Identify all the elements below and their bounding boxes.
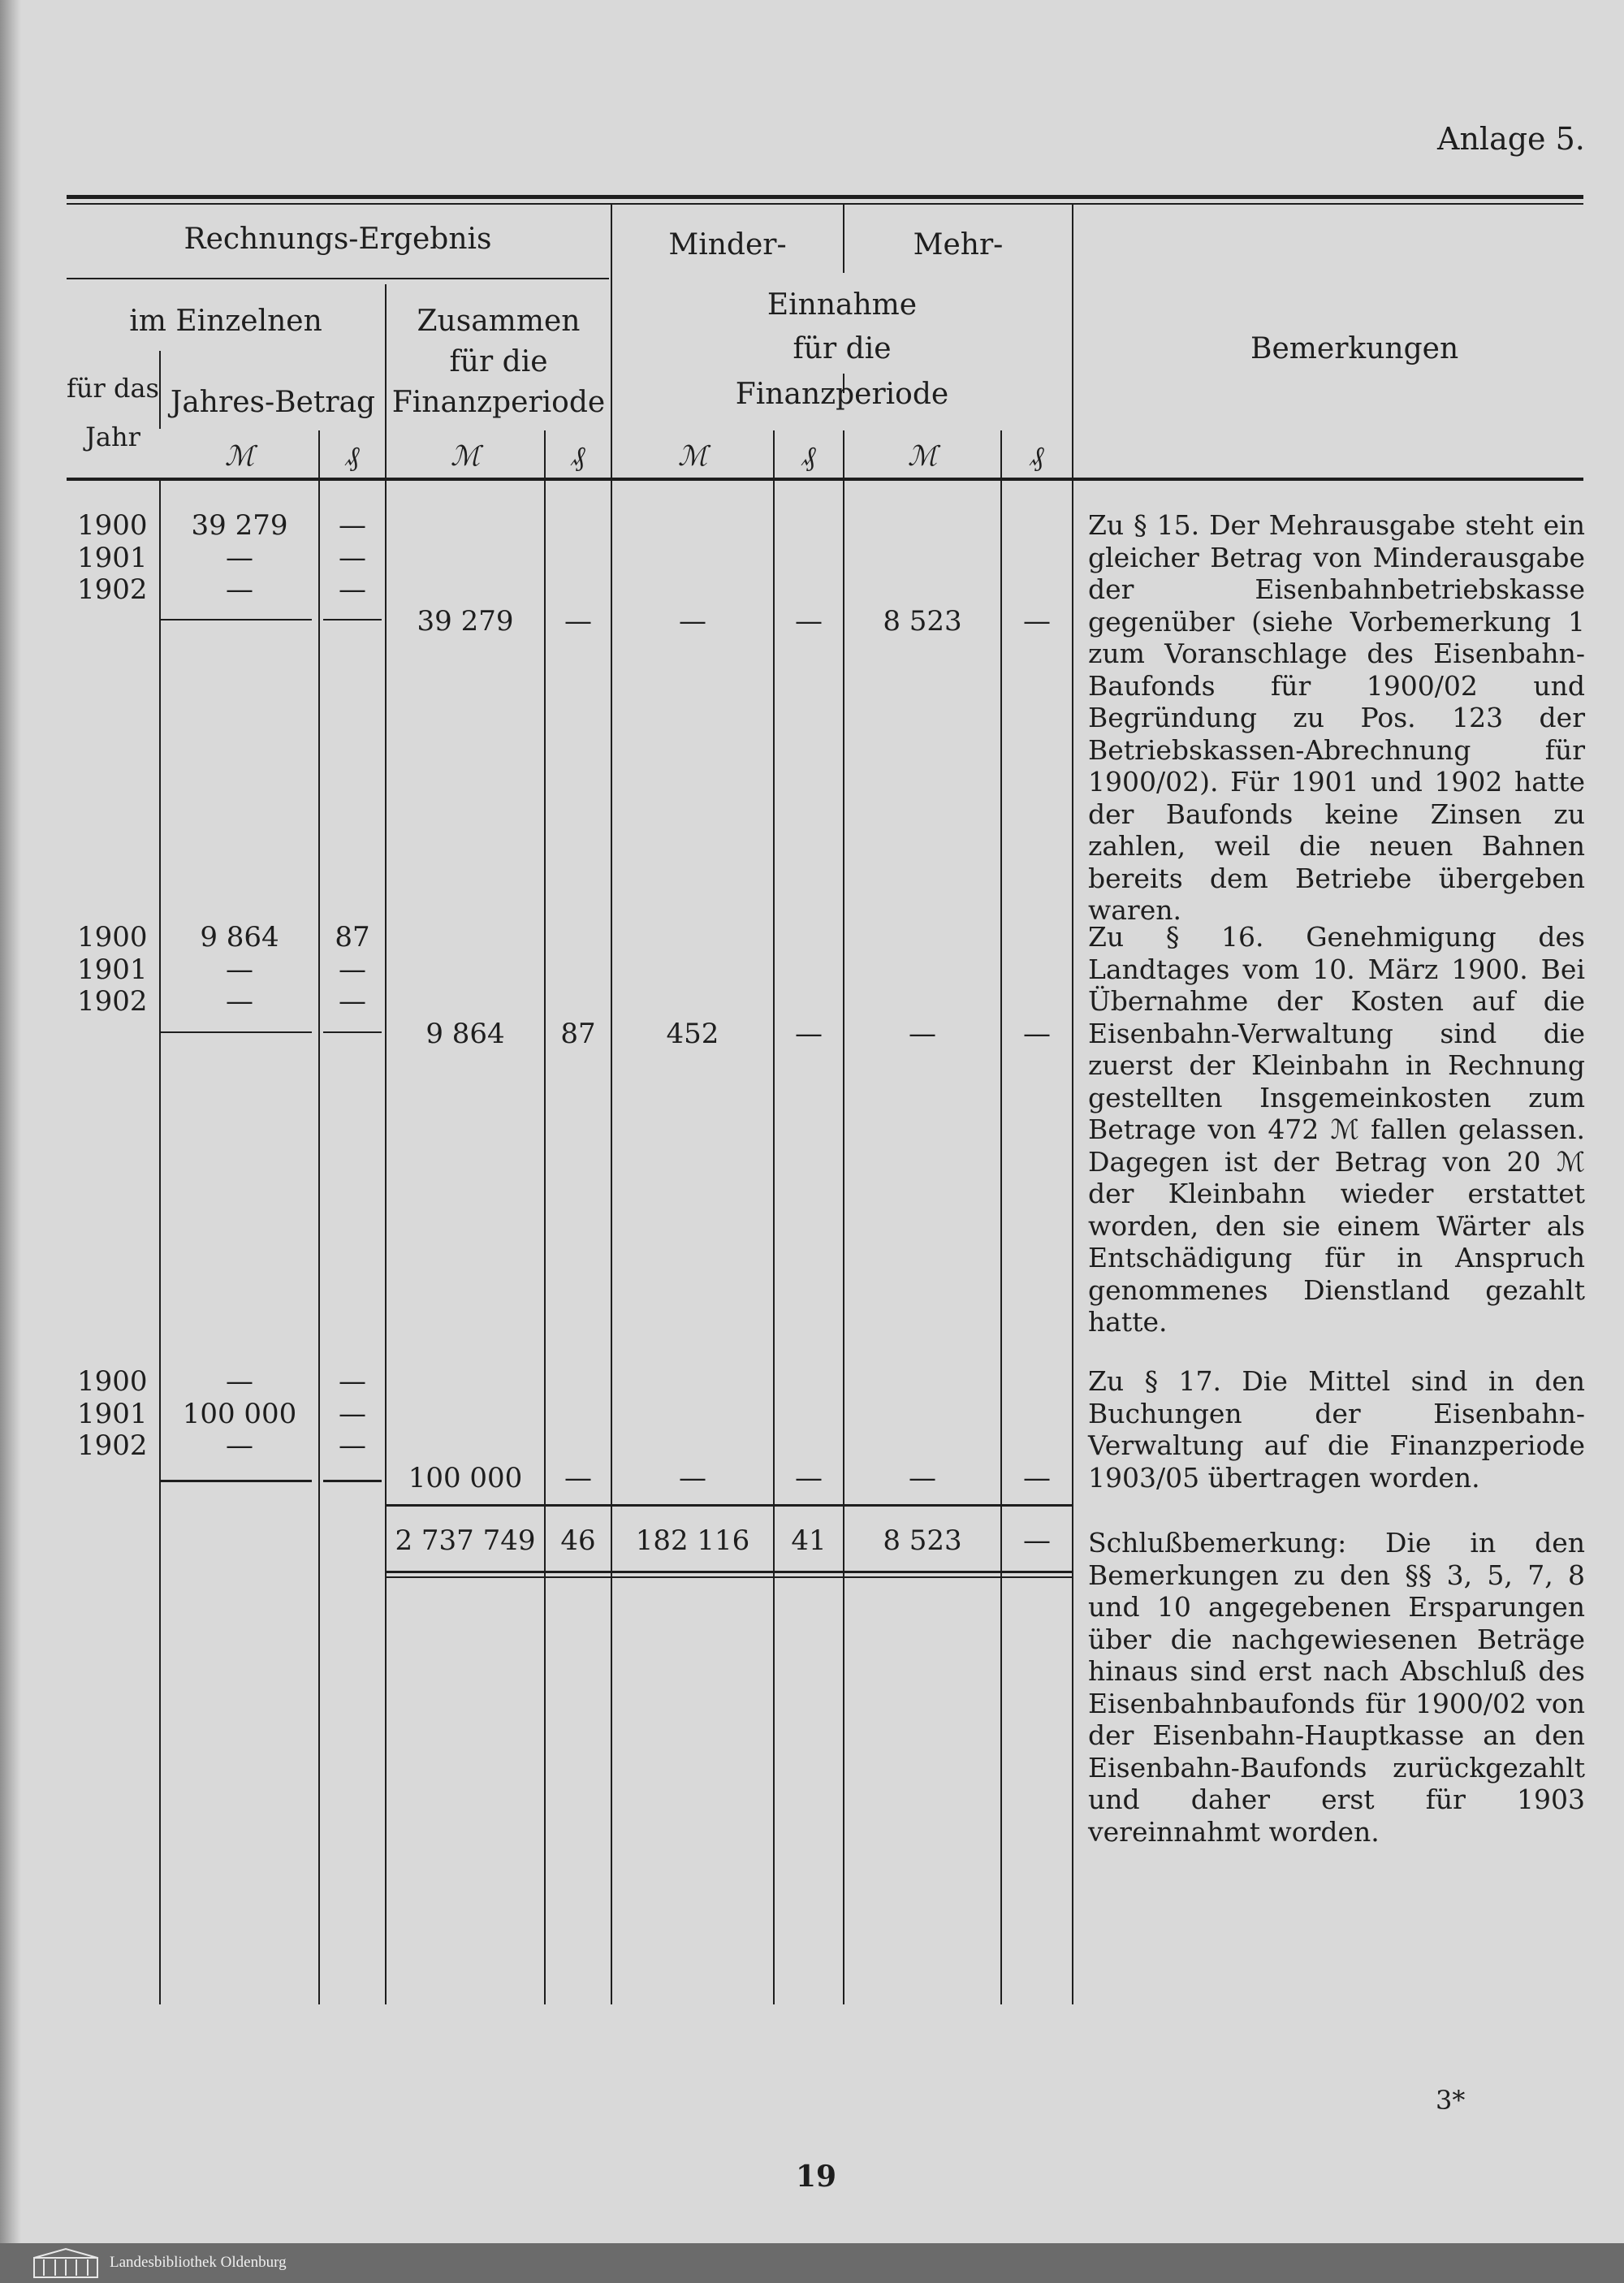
total-minder-mark: 182 116 xyxy=(635,1524,750,1557)
sum-mark-cell: 100 000 xyxy=(408,1462,523,1494)
col-rule-zusammen-pf xyxy=(544,478,546,2004)
closing-remark: Schlußbemerkung: Die in den Bemerkungen zu den §§ 3, 5, 7, 8 und 10 angegebenen Ersparungen über die nachgewiesenen Beträge hinaus sind erst nach Abschluß des Eisenbahnbaufonds für 1900/02 von der Eisenbahn-Hauptkasse an den Eisenbahn-Baufonds zurückgezahlt und daher erst für 1903 vereinnahmt worden. xyxy=(1088,1527,1585,1848)
book-spine-shadow xyxy=(0,0,21,2283)
library-name: Landesbibliothek Oldenburg xyxy=(110,2254,287,2271)
remark-paragraph: Zu § 17. Die Mittel sind in den Buchungen der Eisenbahn-Verwaltung auf die Finanzperiode 1903/05 übertragen worden. xyxy=(1088,1365,1585,1494)
mehr-pf-cell: — xyxy=(1023,1018,1051,1050)
header-fuer-die: für die xyxy=(793,332,892,365)
minder-mark-cell: 452 xyxy=(666,1018,719,1050)
year-pf-cell: — xyxy=(339,1365,366,1398)
unit-mark-mehr: ℳ xyxy=(907,440,938,473)
unit-mark-jahres: ℳ xyxy=(224,440,255,473)
col-rule-zusammen xyxy=(385,284,387,2004)
year-amount-cell: 9 864 xyxy=(200,921,279,953)
mehr-mark-cell: 8 523 xyxy=(883,605,962,638)
header-einnahme: Einnahme xyxy=(767,288,918,322)
header-jahr: Jahr xyxy=(85,422,140,452)
remark-paragraph: Zu § 16. Genehmigung des Landtages vom 10. März 1900. Bei Übernahme der Kosten auf die Eisenbahn-Verwaltung sind die zuerst der Kleinbahn in Rechnung gestellten Insgemeinkosten zum Betrage von 472 ℳ fallen gelassen. Dagegen ist der Betrag von 20 ℳ der Kleinbahn wieder erstattet worden, den sie einem Wärter als Entschädigung für in Anspruch genommenes Dienstland gezahlt hatte. xyxy=(1088,921,1585,1338)
sum-mark-cell: 39 279 xyxy=(417,605,514,638)
header-bottom-rule xyxy=(67,478,1583,481)
year-cell: 1901 xyxy=(77,953,148,986)
total-rule-top xyxy=(387,1504,1072,1507)
unit-pfennig-zusammen: ₰ xyxy=(571,440,585,473)
year-cell: 1900 xyxy=(77,921,148,953)
minder-mark-cell: — xyxy=(679,605,706,638)
page-number: 19 xyxy=(796,2160,837,2194)
year-amount-cell: 39 279 xyxy=(191,509,288,542)
col-rule-minder-pf xyxy=(773,478,775,2004)
year-amount-cell: — xyxy=(226,985,253,1018)
header-im-einzelnen: im Einzelnen xyxy=(129,305,322,338)
header-rechnungs-ergebnis: Rechnungs-Ergebnis xyxy=(184,223,492,256)
year-amount-cell: — xyxy=(226,573,253,606)
minder-mark-cell: — xyxy=(679,1462,706,1494)
header-mehr: Mehr- xyxy=(913,228,1004,262)
year-pf-cell: — xyxy=(339,985,366,1018)
total-rule-bottom xyxy=(387,1571,1072,1573)
signature-mark: 3* xyxy=(1436,2085,1466,2116)
mehr-mark-cell: — xyxy=(909,1018,936,1050)
subtotal-rule xyxy=(323,1480,382,1482)
unit-mark-zusammen: ℳ xyxy=(450,440,481,473)
total-minder-pf: 41 xyxy=(791,1524,827,1557)
unit-pfennig-minder: ₰ xyxy=(801,440,816,473)
table-top-rule xyxy=(67,195,1583,199)
col-rule-minder xyxy=(611,205,612,2004)
total-rule-bottom-thin xyxy=(387,1576,1072,1578)
year-amount-cell: 100 000 xyxy=(182,1398,297,1430)
remark-paragraph: Zu § 15. Der Mehrausgabe steht ein gleicher Betrag von Minderausgabe der Eisenbahnbetriebskasse gegenüber (siehe Vorbemerkung 1 zum Voranschlage des Eisenbahn-Baufonds für 1900/02 und Begründung zu Pos. 123 der Betriebskassen-Abrechnung für 1900/02). Für 1901 und 1902 hatte der Baufonds keine Zinsen zu zahlen, weil die neuen Bahnen bereits dem Betriebe übergeben waren. xyxy=(1088,509,1585,926)
header-subrule xyxy=(67,278,609,279)
year-cell: 1902 xyxy=(77,573,148,606)
header-minder: Minder- xyxy=(668,228,787,262)
sum-pf-cell: — xyxy=(564,605,592,638)
year-pf-cell: — xyxy=(339,1398,366,1430)
year-cell: 1902 xyxy=(77,1429,148,1462)
minder-pf-cell: — xyxy=(795,605,823,638)
unit-pfennig-jahres: ₰ xyxy=(345,440,360,473)
total-sum-pf: 46 xyxy=(560,1524,596,1557)
header-zusammen: Zusammen xyxy=(417,305,581,338)
annex-title: Anlage 5. xyxy=(1437,121,1585,157)
header-finanzperiode: Finanzperiode xyxy=(735,378,949,411)
header-zusammen-fuer-die: für die xyxy=(449,345,548,378)
total-mehr-pf: — xyxy=(1023,1524,1051,1557)
sum-mark-cell: 9 864 xyxy=(425,1018,505,1050)
minder-pf-cell: — xyxy=(795,1462,823,1494)
unit-mark-minder: ℳ xyxy=(677,440,708,473)
year-cell: 1901 xyxy=(77,1398,148,1430)
year-pf-cell: 87 xyxy=(335,921,370,953)
year-amount-cell: — xyxy=(226,953,253,986)
sum-pf-cell: — xyxy=(564,1462,592,1494)
header-jahres-betrag: Jahres-Betrag xyxy=(170,386,376,419)
year-pf-cell: — xyxy=(339,573,366,606)
header-fuer-das: für das xyxy=(67,373,159,404)
unit-pfennig-mehr: ₰ xyxy=(1030,440,1044,473)
col-rule-mehr-pf xyxy=(1000,478,1002,2004)
header-bemerkungen: Bemerkungen xyxy=(1250,332,1459,365)
library-building-icon xyxy=(32,2246,99,2279)
year-pf-cell: — xyxy=(339,509,366,542)
year-amount-cell: — xyxy=(226,542,253,574)
subtotal-rule xyxy=(161,1031,312,1033)
year-amount-cell: — xyxy=(226,1365,253,1398)
year-cell: 1900 xyxy=(77,509,148,542)
year-pf-cell: — xyxy=(339,542,366,574)
year-cell: 1900 xyxy=(77,1365,148,1398)
col-rule-mehr xyxy=(843,478,844,2004)
col-rule-jahres-pf xyxy=(318,478,320,2004)
year-pf-cell: — xyxy=(339,953,366,986)
mehr-mark-cell: — xyxy=(909,1462,936,1494)
col-rule-bemerkungen xyxy=(1072,205,1073,2004)
subtotal-rule xyxy=(323,1031,382,1033)
year-cell: 1901 xyxy=(77,542,148,574)
subtotal-rule xyxy=(323,619,382,620)
mehr-pf-cell: — xyxy=(1023,1462,1051,1494)
col-rule-year xyxy=(159,478,161,2004)
year-amount-cell: — xyxy=(226,1429,253,1462)
year-pf-cell: — xyxy=(339,1429,366,1462)
table-top-rule-thin xyxy=(67,203,1583,205)
sum-pf-cell: 87 xyxy=(560,1018,596,1050)
total-mehr-mark: 8 523 xyxy=(883,1524,962,1557)
subtotal-rule xyxy=(161,619,312,620)
minder-pf-cell: — xyxy=(795,1018,823,1050)
year-cell: 1902 xyxy=(77,985,148,1018)
subtotal-rule xyxy=(161,1480,312,1482)
header-zusammen-finanzperiode: Finanzperiode xyxy=(391,386,606,419)
total-sum-mark: 2 737 749 xyxy=(395,1524,536,1557)
mehr-pf-cell: — xyxy=(1023,605,1051,638)
